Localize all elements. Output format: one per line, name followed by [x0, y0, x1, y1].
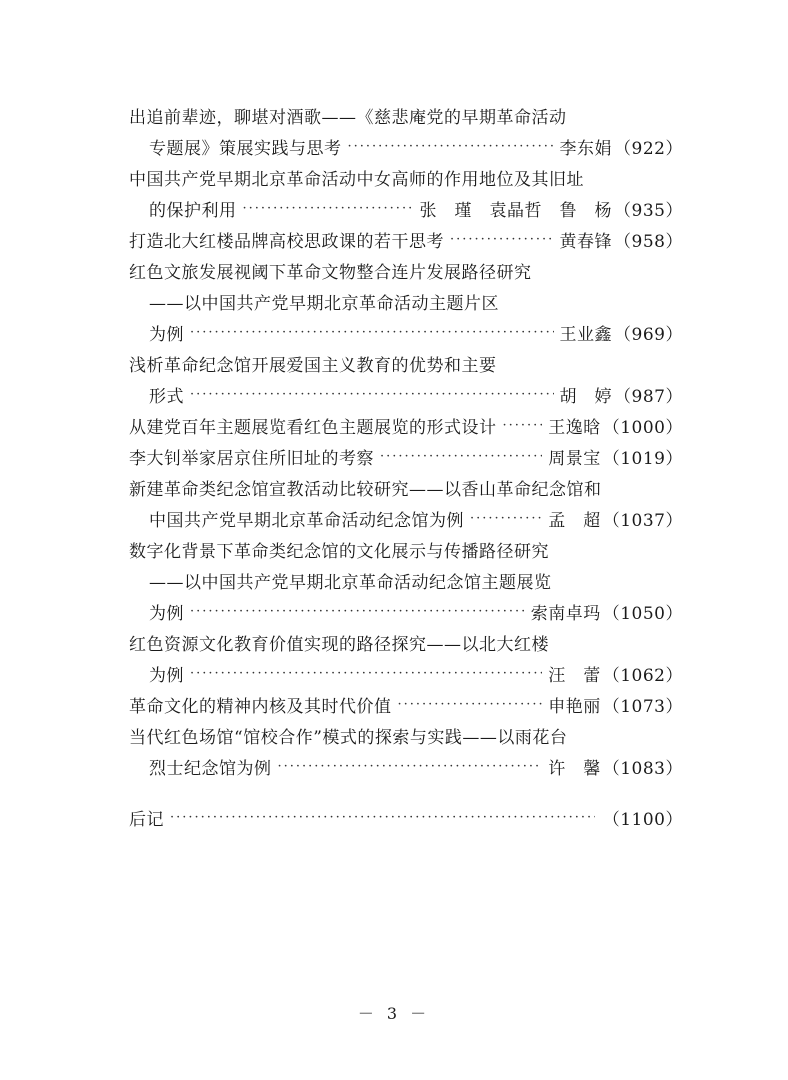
toc-line: [129, 503, 683, 534]
toc-entry: [129, 100, 683, 162]
toc-line: [129, 565, 683, 596]
entry-page: （1062）: [602, 666, 683, 686]
entry-title-line: 革命文化的精神内核及其时代价值: [129, 697, 392, 717]
toc-line: [129, 193, 683, 224]
dot-leader: [190, 667, 542, 680]
dot-leader: [398, 698, 543, 711]
toc-entry: [129, 689, 683, 720]
toc-line: [129, 317, 683, 348]
dot-leader: [170, 811, 595, 824]
entry-page: （1000）: [602, 418, 683, 438]
toc-entry: [129, 255, 683, 348]
entry-title-line: ——以中国共产党早期北京革命活动纪念馆主题展览: [149, 573, 552, 593]
toc-line: [129, 658, 683, 689]
toc-line: [129, 596, 683, 627]
entry-author: 索南卓玛: [530, 604, 601, 624]
toc-line: [129, 689, 683, 720]
toc-entries: [129, 100, 683, 782]
entry-title-line: 烈士纪念馆为例: [149, 759, 272, 779]
entry-title-line: 中国共产党早期北京革命活动中女高师的作用地位及其旧址: [129, 170, 584, 190]
entry-page: （1050）: [602, 604, 683, 624]
entry-author: 申艳丽: [548, 697, 601, 717]
entry-page: （935）: [614, 201, 683, 221]
toc-line: [129, 224, 683, 255]
toc-entry: [129, 534, 683, 627]
page-number: － 3 －: [357, 1004, 431, 1023]
toc-entry: [129, 472, 683, 534]
toc-line: [129, 534, 683, 565]
entry-author: 王逸晗: [548, 418, 601, 438]
entry-author: 周景宝: [548, 449, 601, 469]
entry-title-line: ——以中国共产党早期北京革命活动主题片区: [149, 294, 499, 314]
entry-title-line: 专题展》策展实践与思考: [149, 139, 342, 159]
entry-title-line: 从建党百年主题展览看红色主题展览的形式设计: [129, 418, 497, 438]
entry-title-line: 为例: [149, 666, 184, 686]
toc-line: [129, 627, 683, 658]
entry-title-line: 红色文旅发展视阈下革命文物整合连片发展路径研究: [129, 263, 532, 283]
entry-author: 许 馨: [548, 759, 601, 779]
entry-title-line: 形式: [149, 387, 184, 407]
entry-title-line: 中国共产党早期北京革命活动纪念馆为例: [149, 511, 464, 531]
entry-title-line: 的保护利用: [149, 201, 237, 221]
toc-line: [129, 751, 683, 782]
dot-leader: [348, 140, 554, 153]
entry-page: （958）: [614, 232, 683, 252]
toc-line: [129, 720, 683, 751]
toc-entry: [129, 348, 683, 410]
dot-leader: [470, 512, 542, 525]
toc-entry: [129, 720, 683, 782]
toc-entry: [129, 627, 683, 689]
entry-title-line: 数字化背景下革命类纪念馆的文化展示与传播路径研究: [129, 542, 549, 562]
dot-leader: [278, 760, 543, 773]
toc-entry: [129, 224, 683, 255]
entry-title-line: 红色资源文化教育价值实现的路径探究——以北大红楼: [129, 635, 549, 655]
entry-page: （969）: [614, 325, 683, 345]
table-of-contents: [129, 100, 683, 833]
toc-line: [129, 286, 683, 317]
entry-author: 张 瑾 袁晶哲 鲁 杨: [419, 201, 613, 221]
entry-title-line: 为例: [149, 325, 184, 345]
entry-page: （1073）: [602, 697, 683, 717]
postscript-title: 后记: [129, 810, 164, 830]
dot-leader: [190, 605, 525, 618]
entry-author: 孟 超: [548, 511, 601, 531]
entry-page: （1083）: [602, 759, 683, 779]
toc-line: [129, 100, 683, 131]
entry-page: （922）: [614, 139, 683, 159]
entry-author: 李东娟: [559, 139, 613, 159]
entry-title-line: 为例: [149, 604, 184, 624]
entry-author: 胡 婷: [559, 387, 613, 407]
dot-leader: [380, 450, 542, 463]
entry-title-line: 新建革命类纪念馆宣教活动比较研究——以香山革命纪念馆和: [129, 480, 602, 500]
dot-leader: [450, 233, 554, 246]
toc-entry: [129, 410, 683, 441]
entry-author: 汪 蕾: [548, 666, 601, 686]
dot-leader: [503, 419, 543, 432]
toc-line: [129, 472, 683, 503]
toc-line: [129, 255, 683, 286]
postscript-entry: [129, 802, 683, 833]
entry-title-line: 当代红色场馆“馆校合作”模式的探索与实践——以雨花台: [129, 728, 568, 748]
entry-page: （1019）: [602, 449, 683, 469]
toc-entry: [129, 441, 683, 472]
toc-line: [129, 441, 683, 472]
entry-author: 黄春锋: [559, 232, 613, 252]
toc-line: [129, 162, 683, 193]
entry-author: 王业鑫: [559, 325, 613, 345]
entry-page: （987）: [614, 387, 683, 407]
postscript-page: （1100）: [602, 810, 683, 830]
entry-page: （1037）: [602, 511, 683, 531]
entry-title-line: 打造北大红楼品牌高校思政课的若干思考: [129, 232, 444, 252]
toc-line: [129, 348, 683, 379]
entry-title-line: 出追前辈迹，聊堪对酒歌——《慈悲庵党的早期革命活动: [129, 108, 567, 128]
entry-title-line: 浅析革命纪念馆开展爱国主义教育的优势和主要: [129, 356, 497, 376]
dot-leader: [190, 326, 554, 339]
toc-line: [129, 131, 683, 162]
toc-entry: [129, 162, 683, 224]
toc-line: [129, 410, 683, 441]
entry-title-line: 李大钊举家居京住所旧址的考察: [129, 449, 374, 469]
dot-leader: [243, 202, 414, 215]
dot-leader: [190, 388, 554, 401]
toc-line: [129, 379, 683, 410]
